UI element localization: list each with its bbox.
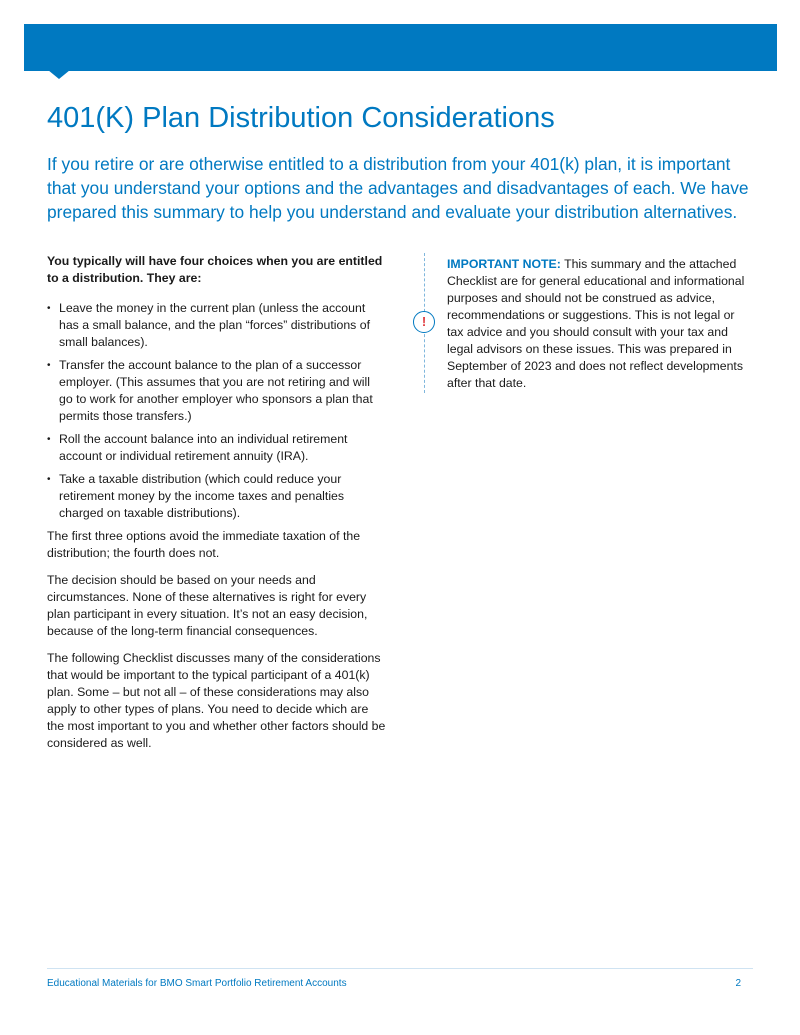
header-banner — [24, 24, 777, 71]
body-paragraph: The first three options avoid the immediate taxation of the distribution; the fourth does not. — [47, 529, 361, 560]
choice-item: • Transfer the account balance to the plan of a successor employer. (This assumes that you are not retiring and will go to work for another employer who sponsors a plan that permits those transfers.) — [47, 357, 387, 425]
intro-paragraph: If you retire or are otherwise entitled to a distribution from your 401(k) plan, it is important that you understand your options and the advantages and disadvantages of each. We have prepared this summary to help you understand and evaluate your distribution alternatives. — [47, 154, 749, 222]
banner-notch — [48, 70, 70, 79]
note-label: IMPORTANT NOTE: — [447, 257, 561, 271]
choice-item: • Take a taxable distribution (which could reduce your retirement money by the income taxes and penalties charged on taxable distributions). — [47, 471, 387, 522]
choices-lead: You typically will have four choices when you are entitled to a distribution. They are: — [47, 254, 383, 285]
choice-item: • Leave the money in the current plan (unless the account has a small balance, and the plan “forces” distributions of small balances). — [47, 300, 387, 351]
exclamation-icon: ! — [413, 311, 435, 333]
page-number: 2 — [735, 978, 741, 989]
body-paragraph: The decision should be based on your needs and circumstances. None of these alternatives is right for every plan participant in every situation. It’s not an easy decision, because of the long-term financial consequences. — [47, 573, 368, 638]
choice-item: • Roll the account balance into an individual retirement account or individual retirement annuity (IRA). — [47, 431, 387, 465]
body-paragraph: The following Checklist discusses many of the considerations that would be important to the typical participant of a 401(k) plan. Some – but not all – of these considerations may also apply to other types of plans. You need to decide which are the most important to you and whether other factors should be considered as well. — [47, 651, 386, 750]
page-title: 401(K) Plan Distribution Considerations — [47, 102, 555, 134]
important-note — [447, 256, 747, 392]
footer-divider — [47, 968, 753, 969]
left-column — [47, 253, 387, 762]
note-text: This summary and the attached Checklist are for general educational and informational purposes and should not be construed as advice, recommendations or suggestions. This is not legal or tax advice and you should consult with your tax and legal advisors on these issues. This was prepared in September of 2023 and does not reflect developments after that date. — [447, 257, 745, 390]
footer-text: Educational Materials for BMO Smart Portfolio Retirement Accounts — [47, 978, 347, 989]
choices-list — [47, 300, 387, 522]
